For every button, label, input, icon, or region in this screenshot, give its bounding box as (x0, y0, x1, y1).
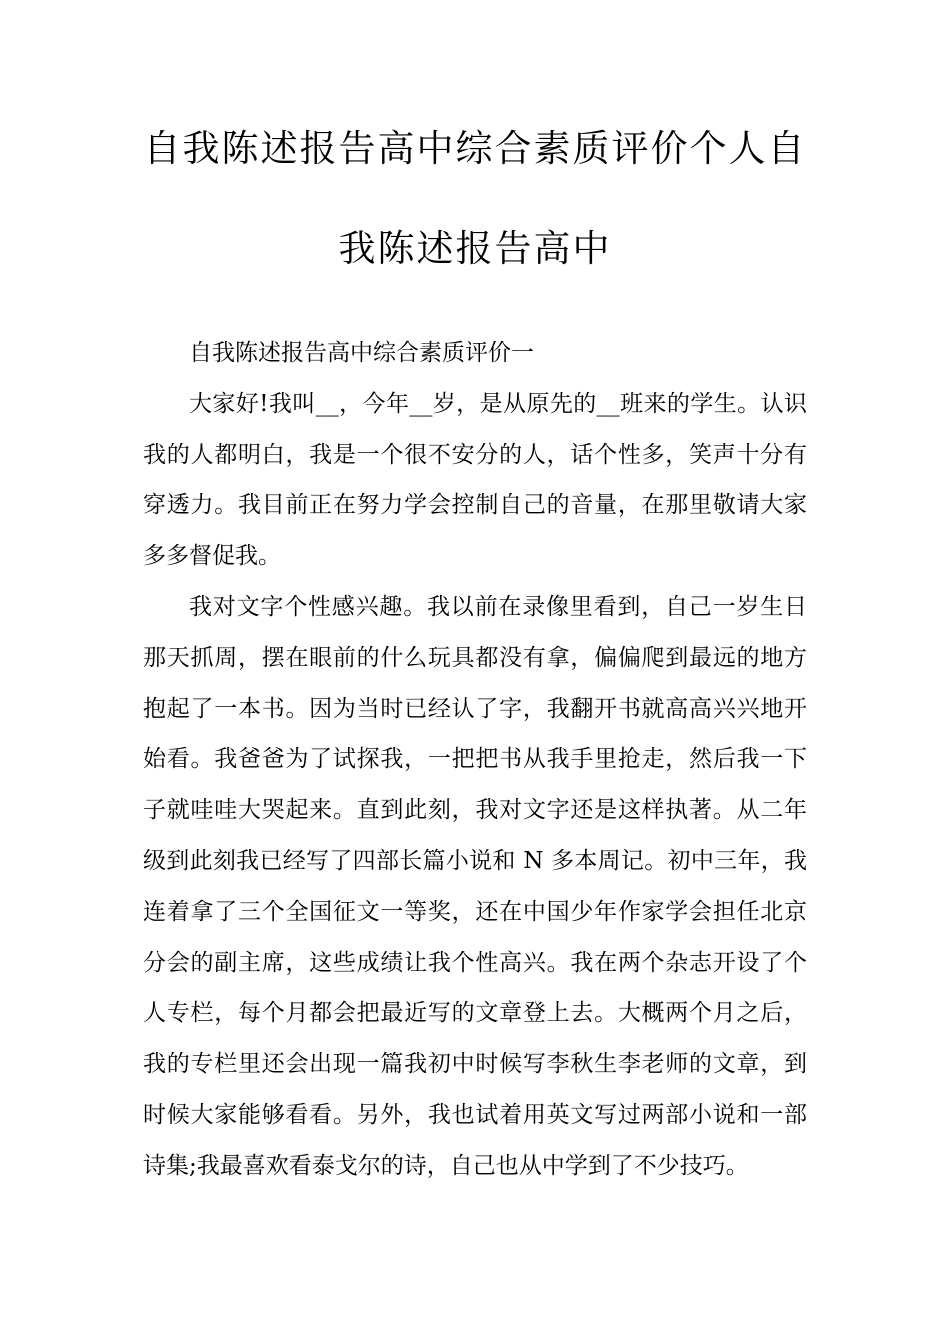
paragraph-introduction: 大家好!我叫__，今年__岁，是从原先的__班来的学生。认识我的人都明白，我是一个很不安分的人，话个性多，笑声十分有穿透力。我目前正在努力学会控制自己的音量，在那里敬请大家多多督促我。 (143, 390, 807, 570)
section-heading: 自我陈述报告高中综合素质评价一 (189, 340, 534, 366)
paragraph-interests: 我对文字个性感兴趣。我以前在录像里看到，自己一岁生日那天抓周，摆在眼前的什么玩具都没有拿，偏偏爬到最远的地方抱起了一本书。因为当时已经认了字，我翻开书就高高兴兴地开始看。我爸爸为了试探我，一把把书从我手里抢走，然后我一下子就哇哇大哭起来。直到此刻，我对文字还是这样执著。从二年级到此刻我已经写了四部长篇小说和 N 多本周记。初中三年，我连着拿了三个全国征文一等奖，还在中国少年作家学会担任北京分会的副主席，这些成绩让我个性高兴。我在两个杂志开设了个人专栏，每个月都会把最近写的文章登上去。大概两个月之后，我的专栏里还会出现一篇我初中时候写李秋生李老师的文章，到时候大家能够看看。另外，我也试着用英文写过两部小说和一部诗集;我最喜欢看泰戈尔的诗，自己也从中学到了不少技巧。 (143, 593, 807, 1179)
document-title-line-2: 我陈述报告高中 (338, 227, 612, 270)
document-title-line-1: 自我陈述报告高中综合素质评价个人自 (143, 127, 807, 170)
document-body (143, 328, 807, 1192)
